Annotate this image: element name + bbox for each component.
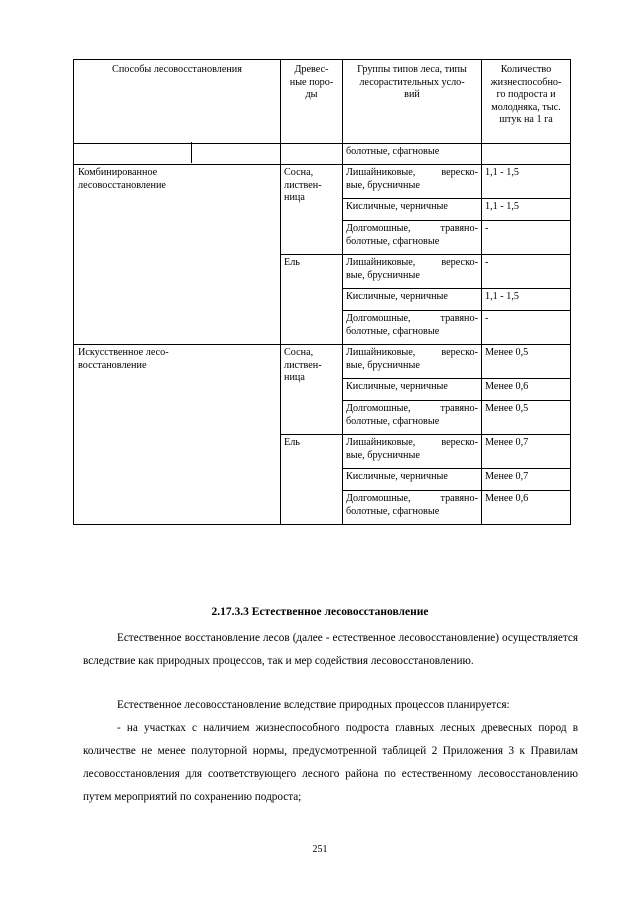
table-cell-forest-type: болотные, сфагновые	[343, 144, 482, 165]
table-cell-amount: 1,1 - 1,5	[482, 289, 571, 311]
table-cell-empty	[74, 144, 281, 165]
forest-type-line: Долгомошные, травяно-	[346, 223, 478, 234]
forest-type-line: Лишайниковые, вереско-	[346, 167, 478, 178]
table-cell-forest-type	[343, 311, 482, 345]
table-cell-method: Искусственное лесо- восстановление	[74, 345, 281, 525]
table-cell-forest-type	[343, 165, 482, 199]
forest-type-line: болотные, сфагновые	[346, 325, 440, 337]
table-cell-forest-type	[343, 401, 482, 435]
table-cell-amount: -	[482, 255, 571, 289]
forest-type-line: болотные, сфагновые	[346, 235, 440, 247]
paragraph: Естественное восстановление лесов (далее - естественное лесовосстановление) осуществляется вследствие как природных процессов, так и мер содействия лесовосстановлению.	[83, 632, 578, 667]
table-row-continuation	[74, 144, 571, 165]
forest-type-line: Долгомошные, травяно-	[346, 493, 478, 504]
table-cell-amount: Менее 0,7	[482, 435, 571, 469]
header-amount: Количество жизнеспособно- го подроста и молодняка, тыс. штук на 1 га	[482, 60, 571, 144]
table-cell-species: Сосна, листвен- ница	[281, 165, 343, 255]
forest-type-line: Кисличные, черничные	[346, 201, 448, 212]
table-cell-species: Ель	[281, 435, 343, 525]
table-cell-forest-type	[343, 379, 482, 401]
table-cell-amount: 1,1 - 1,5	[482, 165, 571, 199]
table-cell-forest-type	[343, 345, 482, 379]
forest-type-line: болотные, сфагновые	[346, 415, 440, 427]
table-cell-forest-type	[343, 289, 482, 311]
table-cell-amount: -	[482, 221, 571, 255]
forest-type-line: Лишайниковые, вереско-	[346, 257, 478, 268]
section-heading: 2.17.3.3 Естественное лесовосстановление	[211, 606, 429, 618]
paragraph: - на участках с наличием жизнеспособного подроста главных лесных древесных пород в количестве не менее полуторной нормы, предусмотренной таблицей 2 Приложения 3 к Правилам лесовосстановления для соответствующего лесного района по естественному лесовосстановлению путем мероприятий по сохранению подроста;	[83, 722, 578, 803]
table-cell-amount: -	[482, 311, 571, 345]
table-cell-amount: Менее 0,6	[482, 379, 571, 401]
table-cell-amount: 1,1 - 1,5	[482, 199, 571, 221]
table-cell-forest-type	[343, 255, 482, 289]
header-species: Древес- ные поро- ды	[281, 60, 343, 144]
table-cell-amount: Менее 0,5	[482, 401, 571, 435]
header-methods: Способы лесовосстановления	[74, 60, 281, 144]
forest-type-line: Кисличные, черничные	[346, 291, 448, 302]
table-cell-species: Ель	[281, 255, 343, 345]
reforestation-table	[73, 59, 571, 525]
forest-type-line: вые, брусничные	[346, 359, 420, 371]
forest-type-line: Кисличные, черничные	[346, 471, 448, 482]
table-cell-method: Комбинированное лесовосстановление	[74, 165, 281, 345]
forest-type-line: Долгомошные, травяно-	[346, 403, 478, 414]
forest-type-line: вые, брусничные	[346, 449, 420, 461]
page-number: 251	[312, 844, 328, 855]
paragraph: Естественное лесовосстановление вследствие природных процессов планируется:	[117, 699, 510, 711]
forest-type-line: Лишайниковые, вереско-	[346, 437, 478, 448]
table-cell-amount: Менее 0,6	[482, 491, 571, 525]
forest-type-line: Лишайниковые, вереско-	[346, 347, 478, 358]
forest-type-line: болотные, сфагновые	[346, 505, 440, 517]
table-row	[74, 165, 571, 199]
table-cell-forest-type	[343, 221, 482, 255]
forest-type-line: вые, брусничные	[346, 269, 420, 281]
header-forest-types: Группы типов леса, типы лесорастительных усло- вий	[343, 60, 482, 144]
table-cell-empty	[281, 144, 343, 165]
forest-type-line: вые, брусничные	[346, 179, 420, 191]
table-cell-species: Сосна, листвен- ница	[281, 345, 343, 435]
table-cell-forest-type	[343, 469, 482, 491]
table-cell-forest-type	[343, 435, 482, 469]
forest-type-line: Кисличные, черничные	[346, 381, 448, 392]
table-cell-forest-type	[343, 199, 482, 221]
forest-type-line: Долгомошные, травяно-	[346, 313, 478, 324]
table-cell-amount: Менее 0,5	[482, 345, 571, 379]
table-cell-forest-type	[343, 491, 482, 525]
table-row	[74, 345, 571, 379]
table-cell-amount: Менее 0,7	[482, 469, 571, 491]
table-body	[74, 144, 571, 525]
table-divider	[191, 142, 192, 163]
table-cell-empty	[482, 144, 571, 165]
